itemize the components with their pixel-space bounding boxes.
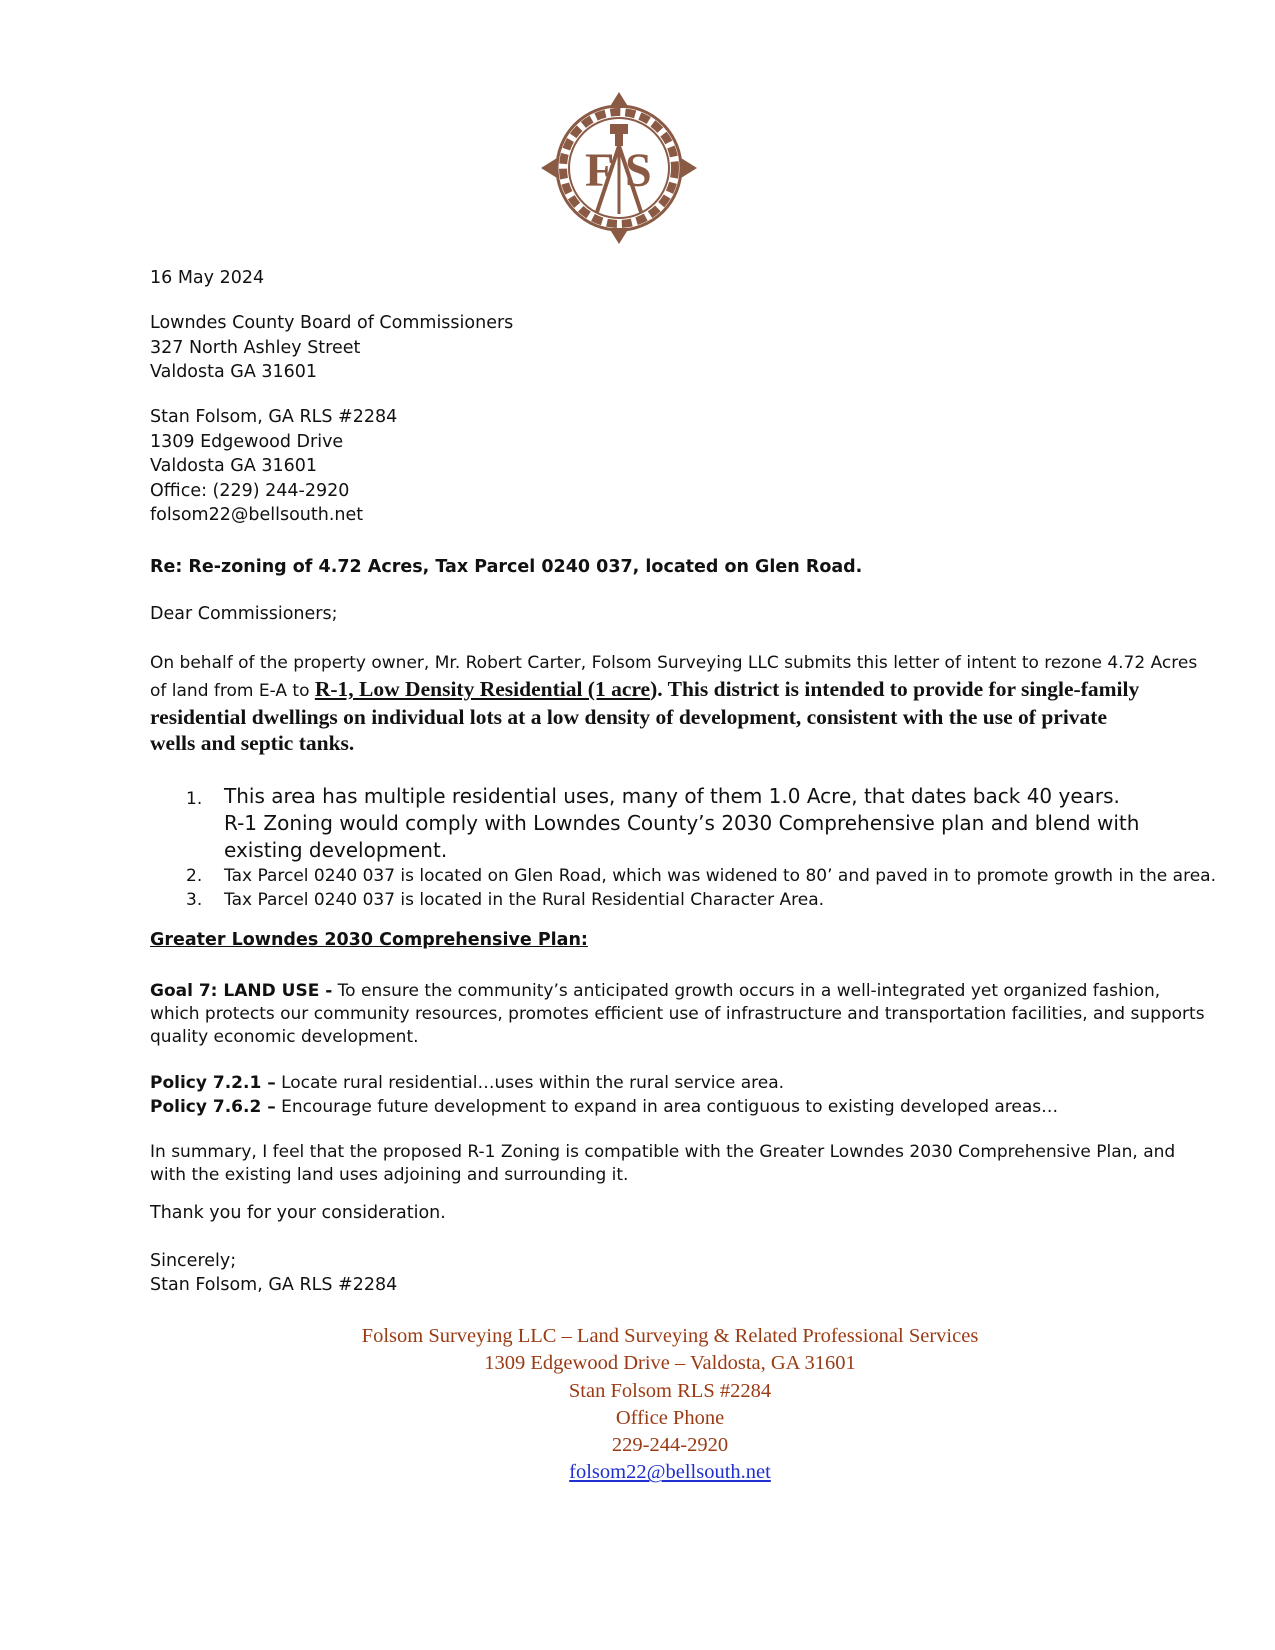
list-item-number: 1.: [186, 789, 203, 809]
footer-address: 1309 Edgewood Drive – Valdosta, GA 31601: [484, 1352, 856, 1375]
intent-paragraph: [150, 650, 1225, 756]
list-item-1-line-3: existing development.: [224, 838, 448, 862]
reasons-list: [150, 783, 1230, 912]
policy-label: Policy 7.6.2 –: [150, 1097, 276, 1117]
list-item-number: 3.: [186, 890, 203, 910]
plan-heading: Greater Lowndes 2030 Comprehensive Plan:: [150, 930, 588, 950]
footer-email-link[interactable]: folsom22@bellsouth.net: [569, 1461, 771, 1484]
closing-block: [150, 1249, 397, 1297]
policy-label: Policy 7.2.1 –: [150, 1073, 276, 1093]
zoning-district-name: R-1, Low Density Residential (1 acre: [314, 677, 651, 701]
letterhead-footer: [0, 1323, 1275, 1487]
sender-email: folsom22@bellsouth.net: [150, 505, 364, 525]
list-item-1-line-1: This area has multiple residential uses, many of them 1.0 Acre, that dates back 40 years.: [224, 784, 1120, 808]
goal-label: Goal 7: LAND USE -: [150, 981, 333, 1001]
list-item: [150, 783, 1230, 864]
thanks-line: Thank you for your consideration.: [150, 1203, 446, 1223]
logo-letter-s: S: [625, 144, 652, 197]
list-item-2-text: Tax Parcel 0240 037 is located on Glen Road, which was widened to 80’ and paved in to promote growth in the area.: [224, 866, 1216, 886]
sender-name: Stan Folsom, GA RLS #2284: [150, 407, 398, 427]
list-item: [150, 864, 1230, 888]
date-text: 16 May 2024: [150, 268, 265, 288]
intent-line-2-suffix: ). This district is intended to provide for single-family: [650, 677, 1140, 701]
footer-phone: 229-244-2920: [611, 1434, 729, 1457]
summary-paragraph: In summary, I feel that the proposed R-1 Zoning is compatible with the Greater Lowndes 2030 Comprehensive Plan, and with the existing land uses adjoining and surrounding it.: [150, 1142, 1176, 1185]
recipient-name: Lowndes County Board of Commissioners: [150, 313, 514, 333]
footer-phone-label: Office Phone: [615, 1406, 725, 1429]
subject-line: Re: Re-zoning of 4.72 Acres, Tax Parcel 0240 037, located on Glen Road.: [150, 557, 863, 577]
sender-city: Valdosta GA 31601: [150, 456, 318, 476]
goal-text: To ensure the community’s anticipated growth occurs in a well-integrated yet organized fashion, which protects our community resources, promotes efficient use of infrastructure and transportation facilities, and supports quality economic development.: [150, 981, 1205, 1047]
policy-item: [150, 1095, 1058, 1119]
intent-line-4: wells and septic tanks.: [150, 731, 355, 755]
recipient-address: [150, 311, 1210, 385]
logo-letter-f: F: [585, 144, 615, 197]
policy-text: Locate rural residential…uses within the rural service area.: [275, 1073, 785, 1093]
sender-address: [150, 405, 1210, 528]
signature-name: Stan Folsom, GA RLS #2284: [150, 1275, 398, 1295]
intent-line-2-prefix: of land from E-A to: [150, 681, 315, 701]
surveyor-compass-tripod-logo-icon: [495, 72, 745, 262]
intent-line-3: residential dwellings on individual lots at a low density of development, consistent with the use of private: [150, 705, 1108, 729]
intent-line-2: [150, 676, 1225, 704]
goal-paragraph: [150, 980, 1210, 1049]
list-item-number: 2.: [186, 866, 203, 886]
salutation: Dear Commissioners;: [150, 604, 338, 624]
sender-street: 1309 Edgewood Drive: [150, 431, 344, 452]
list-item-1-line-2: R-1 Zoning would comply with Lowndes County’s 2030 Comprehensive plan and blend with: [224, 811, 1140, 835]
letter-date: [150, 266, 1210, 291]
policy-item: [150, 1071, 1058, 1095]
footer-company: Folsom Surveying LLC – Land Surveying & Related Professional Services: [361, 1325, 979, 1347]
recipient-city: Valdosta GA 31601: [150, 362, 318, 382]
sender-phone: Office: (229) 244-2920: [150, 480, 350, 501]
intent-line-1: On behalf of the property owner, Mr. Robert Carter, Folsom Surveying LLC submits this letter of intent to rezone 4.72 Acres: [150, 653, 1198, 673]
policy-text: Encourage future development to expand in area contiguous to existing developed areas…: [275, 1097, 1059, 1117]
list-item: [150, 888, 1230, 912]
list-item-3-text: Tax Parcel 0240 037 is located in the Rural Residential Character Area.: [224, 890, 825, 910]
policy-list: [150, 1071, 1058, 1119]
valediction: Sincerely;: [150, 1251, 237, 1271]
recipient-street: 327 North Ashley Street: [150, 337, 361, 358]
footer-surveyor: Stan Folsom RLS #2284: [568, 1379, 772, 1402]
